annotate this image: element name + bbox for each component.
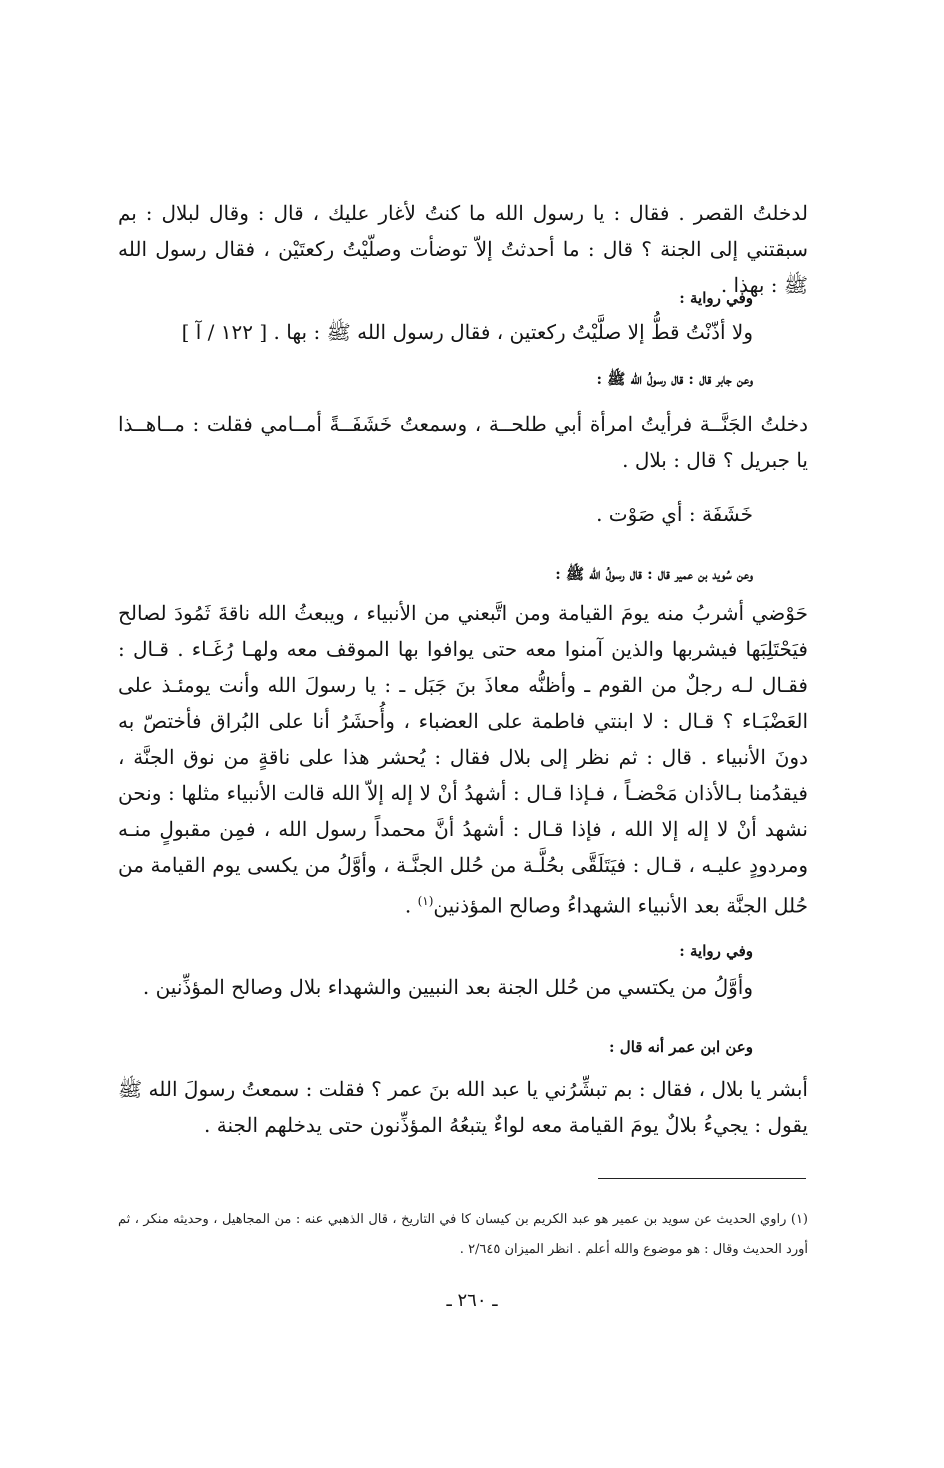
paragraph-bilal-qasr: لدخلتُ القصر . فقال : يا رسول الله ما كنتُ لأغار عليك ، قال : وقال لبلال : بم سبقتني إلى الجنة ؟ قال : ما أحدثتُ إلاّ توضأت وصلّيْتُ ركعتَيْن ، فقال رسول الله ﷺ : بهذا .	[118, 201, 808, 297]
hadith-end-mark: .	[404, 893, 418, 918]
footnote-marker: (١)	[417, 894, 434, 908]
gloss-khashafa: خَشَفَة : أي صَوْت .	[596, 502, 753, 526]
footnote-separator	[598, 1178, 806, 1179]
narration-intro-suwayd: وعن سُويد بن عمير قال : قال رسولُ الله ﷺ :	[555, 565, 753, 583]
paragraph-absher-ya-bilal: أبشر يا بلال ، فقال : بم تبشِّرُني يا عبد الله بنَ عمر ؟ فقلت : سمعتُ رسولَ الله ﷺ يقول : يجيءُ بلالٌ يومَ القيامة معه لواءٌ يتبعُهُ المؤذِّنون حتى يدخلهم الجنة .	[118, 1077, 808, 1137]
hadith-text: حَوْضي أشربُ منه يومَ القيامة ومن اتَّبعني من الأنبياء ، ويبعثُ الله ناقةَ ثَمُودَ لصالح فيَحْتَلِبَها فيشربها والذين آمنوا معه حتى يوافوا بها الموقف معه ولهـا رُغَـاء . قـال : فقـال لـه رجلٌ من القوم ـ وأظنُّه معاذَ بنَ جَبَل ـ : يا رسولَ الله وأنت يومئـذ على العَضْبَـاء ؟ قـال : لا ابنتي فاطمة على العضباء ، وأُحشَرُ أنا على البُراق فأختصّ به دونَ الأنبياء . قال : ثم نظر إلى بلال فقال : يُحشر هذا على ناقةٍ من نوق الجنَّة ، فيقدُمنا بـالأذان مَحْضـاً ، فـإذا قـال : أشهدُ أنْ لا إله إلاّ الله قالت الأنبياء مثلها : ونحن نشهد أنْ لا إله إلا الله ، فإذا قـال : أشهدُ أنَّ محمداً رسول الله ، فمِن مقبولٍ منـه ومردودٍ عليـه ، قـال : فيَتَلَقَّى بحُلَّـة من حُلل الجنَّـة ، وأوَّلُ من يكسى يوم القيامة من حُلل الجنَّة بعد الأنبياء الشهداءُ وصالح المؤذنين	[118, 601, 808, 918]
page-number: ـ ٢٦٠ ـ	[446, 1290, 498, 1311]
narration-intro-jabir: وعن جابر قال : قال رسولُ الله ﷺ :	[596, 370, 753, 388]
paragraph-jannah-khashafa: دخلتُ الجَنَّــة فرأيتُ امرأة أبي طلحــة ، وسمعتُ خَشَفَــةً أمــامي فقلت : مــاهــذا يا جبريل ؟ قال : بلال .	[118, 412, 808, 472]
narration-intro-riwaya-1: وفي رواية :	[679, 289, 753, 307]
paragraph-hawd-hadith	[118, 595, 808, 924]
paragraph-adhan-rakatayn: ولا أذّنْتُ قطُّ إلا صلَّيْتُ ركعتين ، فقال رسول الله ﷺ : بها . [ ١٢٢ / آ ]	[181, 320, 753, 344]
footnote-1: (١) راوي الحديث عن سويد بن عمير هو عبد الكريم بن كيسان كا في التاريخ ، قال الذهبي عنه : من المجاهيل ، وحديثه منكر ، ثم أورد الحديث وقال : هو موضوع والله أعلم . انظر الميزان ٢/٦٤٥ .	[118, 1212, 808, 1257]
narration-intro-riwaya-2: وفي رواية :	[679, 942, 753, 960]
narration-intro-ibn-umar: وعن ابن عمر أنه قال :	[609, 1038, 753, 1056]
paragraph-awwal-man-yaktasi: وأوَّلُ من يكتسي من حُلل الجنة بعد النبيين والشهداء بلال وصالح المؤذِّنين .	[142, 975, 753, 999]
